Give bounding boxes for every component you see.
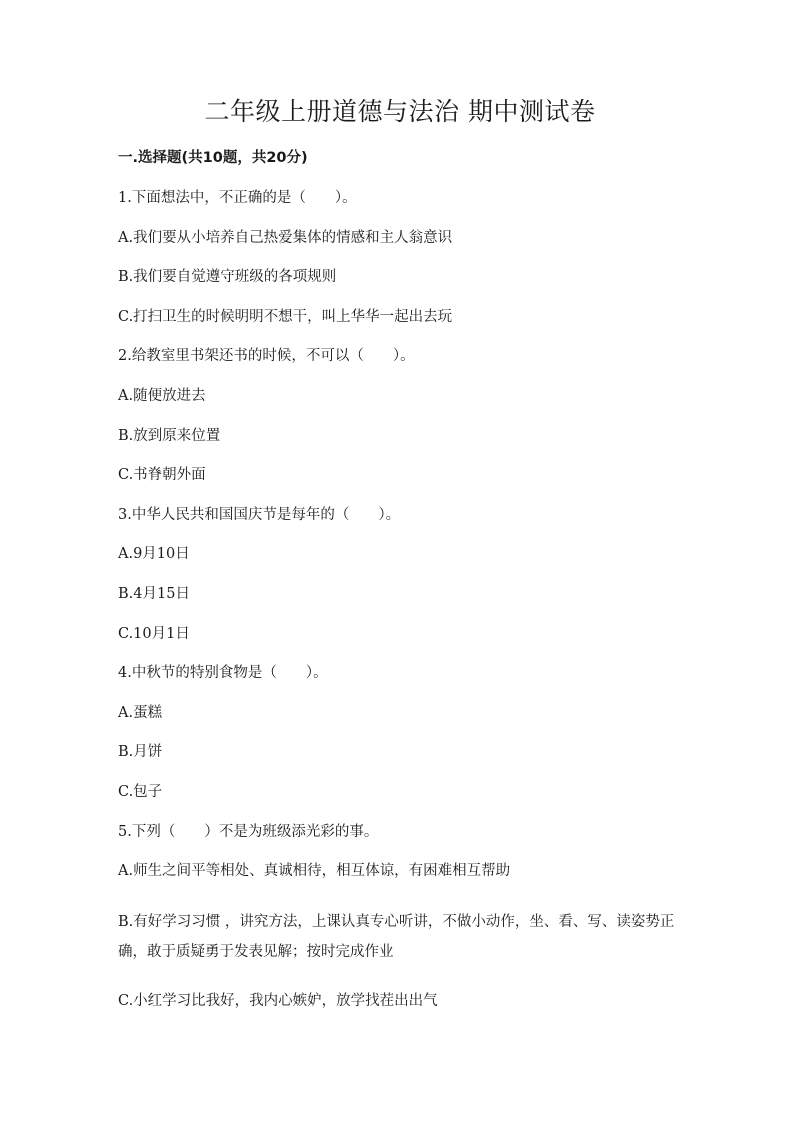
exam-title: 二年级上册道德与法治 期中测试卷	[204, 97, 596, 126]
question-2-option-a[interactable]: A.随便放进去	[118, 388, 206, 404]
question-5-option-c[interactable]: C.小红学习比我好，我内心嫉妒，放学找茬出出气	[118, 993, 438, 1009]
question-1-option-a[interactable]: A.我们要从小培养自己热爱集体的情感和主人翁意识	[118, 230, 453, 246]
question-1-option-b[interactable]: B.我们要自觉遵守班级的各项规则	[118, 269, 337, 285]
question-4-option-b[interactable]: B.月饼	[118, 744, 163, 760]
question-4-stem: 4.中秋节的特别食物是（ ）。	[118, 665, 328, 681]
question-5-stem: 5.下列（ ）不是为班级添光彩的事。	[118, 824, 379, 840]
question-1-stem: 1.下面想法中，不正确的是（ ）。	[118, 190, 357, 206]
question-2-option-c[interactable]: C.书脊朝外面	[118, 467, 206, 483]
question-4-option-c[interactable]: C.包子	[118, 784, 163, 800]
question-5-option-a[interactable]: A.师生之间平等相处、真诚相待，相互体谅，有困难相互帮助	[118, 863, 511, 879]
question-5-option-b[interactable]: B.有好学习习惯 ，讲究方法，上课认真专心听讲，不做小动作，坐、看、写、读姿势正确，敢于质疑勇于发表见解；按时完成作业	[118, 914, 675, 960]
question-3-option-a[interactable]: A.9月10日	[118, 546, 190, 562]
question-3-option-c[interactable]: C.10月1日	[118, 626, 190, 642]
question-4-option-a[interactable]: A.蛋糕	[118, 705, 163, 721]
question-2-stem: 2.给教室里书架还书的时候，不可以（ ）。	[118, 348, 415, 364]
question-2-option-b[interactable]: B.放到原来位置	[118, 428, 221, 444]
section-heading: 一.选择题(共10题，共20分)	[118, 150, 308, 166]
question-1-option-c[interactable]: C.打扫卫生的时候明明不想干，叫上华华一起出去玩	[118, 309, 453, 325]
question-3-option-b[interactable]: B.4月15日	[118, 586, 190, 602]
question-3-stem: 3.中华人民共和国国庆节是每年的（ ）。	[118, 507, 401, 523]
